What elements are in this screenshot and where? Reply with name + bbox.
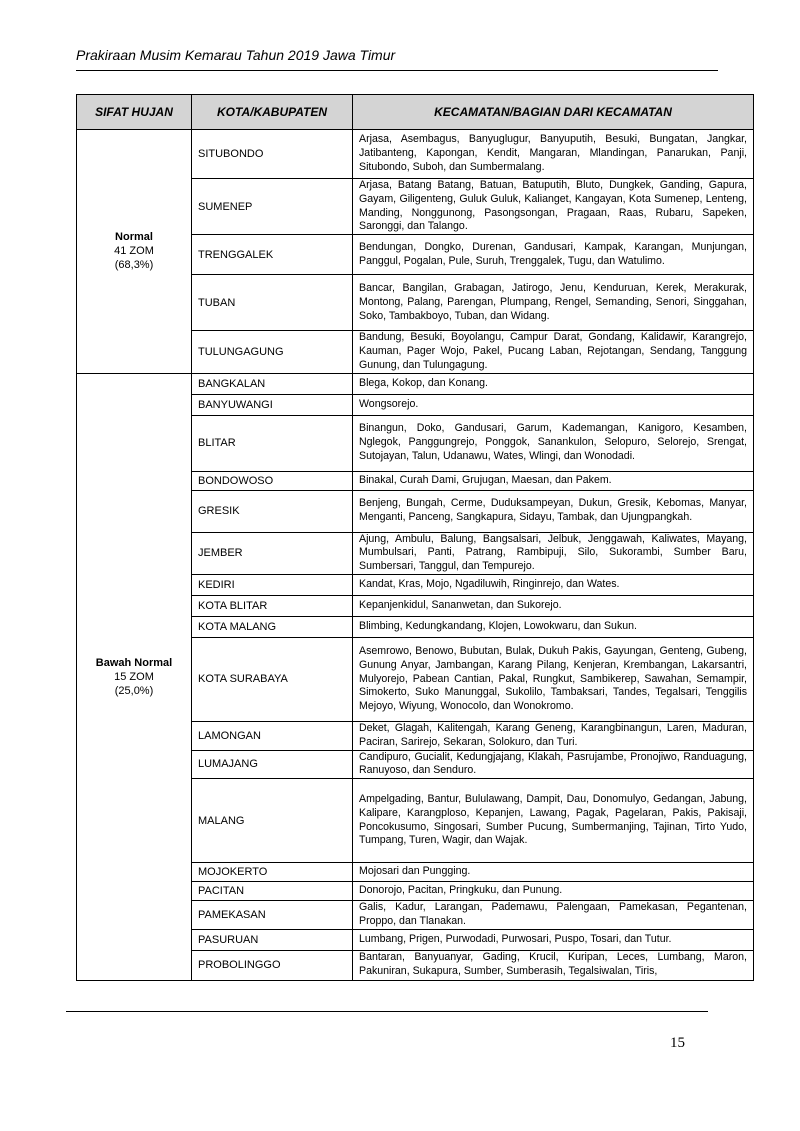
kecamatan-cell: Mojosari dan Pungging.: [353, 863, 754, 882]
kecamatan-cell: Binakal, Curah Dami, Grujugan, Maesan, dan Pakem.: [353, 471, 754, 490]
kota-cell: KEDIRI: [192, 574, 353, 595]
kota-cell: JEMBER: [192, 532, 353, 574]
kecamatan-cell: Donorojo, Pacitan, Pringkuku, dan Punung.: [353, 882, 754, 901]
kota-cell: PAMEKASAN: [192, 901, 353, 930]
kecamatan-cell: Arjasa, Batang Batang, Batuan, Batuputih, Bluto, Dungkek, Ganding, Gapura, Gayam, Giligenteng, Guluk Guluk, Kalianget, Kangayan, Kota Sumenep, Lenteng, Manding, Nonggunong, Pasongsongan, Pragaan, Raas, Rubaru, Sapeken, Saronggi, dan Talango.: [353, 179, 754, 235]
kota-cell: MALANG: [192, 779, 353, 863]
kota-cell: BANGKALAN: [192, 373, 353, 394]
rain-category-name: Bawah Normal: [95, 656, 173, 669]
rain-category-cell: [77, 130, 192, 374]
kecamatan-cell: Ampelgading, Bantur, Bululawang, Dampit, Dau, Donomulyo, Gedangan, Jabung, Kalipare, Karangploso, Kepanjen, Lawang, Pagak, Pagelaran, Pakis, Pakisaji, Poncokusumo, Singosari, Sumber Pucung, Sumbermanjing, Tajinan, Tirto Yudo, Tumpang, Turen, Wagir, dan Wajak.: [353, 779, 754, 863]
kecamatan-cell: Deket, Glagah, Kalitengah, Karang Geneng, Karangbinangun, Laren, Maduran, Paciran, Sarirejo, Sekaran, Solokuro, dan Turi.: [353, 721, 754, 750]
kota-cell: BANYUWANGI: [192, 394, 353, 415]
kota-cell: MOJOKERTO: [192, 863, 353, 882]
kota-cell: SITUBONDO: [192, 130, 353, 179]
kota-cell: KOTA SURABAYA: [192, 637, 353, 721]
kecamatan-cell: Bancar, Bangilan, Grabagan, Jatirogo, Jenu, Kenduruan, Kerek, Merakurak, Montong, Palang, Parengan, Plumpang, Rengel, Semanding, Senori, Singgahan, Soko, Tambakboyo, Tuban, dan Widang.: [353, 275, 754, 331]
kecamatan-cell: Bandung, Besuki, Boyolangu, Campur Darat, Gondang, Kalidawir, Karangrejo, Kauman, Pager Wojo, Pakel, Pucang Laban, Rejotangan, Sendang, Tanggung Gunung, dan Tulungagung.: [353, 331, 754, 373]
kecamatan-cell: Bendungan, Dongko, Durenan, Gandusari, Kampak, Karangan, Munjungan, Panggul, Pogalan, Pule, Suruh, Trenggalek, Tugu, dan Watulimo.: [353, 235, 754, 275]
column-header-kecamatan: KECAMATAN/BAGIAN DARI KECAMATAN: [353, 95, 754, 130]
kota-cell: GRESIK: [192, 490, 353, 532]
kecamatan-cell: Asemrowo, Benowo, Bubutan, Bulak, Dukuh Pakis, Gayungan, Genteng, Gubeng, Gunung Anyar, Jambangan, Karang Pilang, Kenjeran, Krembangan, Lakarsantri, Mulyorejo, Pabean Cantian, Pakal, Rungkut, Sambikerep, Sawahan, Semampir, Simokerto, Suko Manunggal, Sukolilo, Tambaksari, Tandes, Tegalsari, Tenggilis Mejoyo, Wiyung, Wonocolo, dan Wonokromo.: [353, 637, 754, 721]
kota-cell: PASURUAN: [192, 929, 353, 950]
kota-cell: TUBAN: [192, 275, 353, 331]
kecamatan-cell: Benjeng, Bungah, Cerme, Duduksampeyan, Dukun, Gresik, Kebomas, Manyar, Menganti, Panceng, Sangkapura, Sidayu, Tambak, dan Ujungpangkah.: [353, 490, 754, 532]
forecast-table: [76, 94, 754, 981]
table-header-row: [77, 95, 754, 130]
kecamatan-cell: Binangun, Doko, Gandusari, Garum, Kademangan, Kanigoro, Kesamben, Nglegok, Panggungrejo, Ponggok, Sanankulon, Selopuro, Selorejo, Srengat, Sutojayan, Talun, Udanawu, Wates, Wlingi, dan Wonodadi.: [353, 415, 754, 471]
kecamatan-cell: Wongsorejo.: [353, 394, 754, 415]
kota-cell: PROBOLINGGO: [192, 950, 353, 980]
kecamatan-cell: Bantaran, Banyuanyar, Gading, Krucil, Kuripan, Leces, Lumbang, Maron, Pakuniran, Sukapura, Sumber, Sumberasih, Tegalsiwalan, Tiris,: [353, 950, 754, 980]
kecamatan-cell: Candipuro, Gucialit, Kedungjajang, Klakah, Pasrujambe, Pronojiwo, Randuagung, Ranuyoso, dan Senduro.: [353, 750, 754, 779]
kecamatan-cell: Galis, Kadur, Larangan, Pademawu, Palengaan, Pamekasan, Pegantenan, Proppo, dan Tlanakan.: [353, 901, 754, 930]
column-header-kota: KOTA/KABUPATEN: [192, 95, 353, 130]
rain-category-zom: 41 ZOM: [114, 245, 154, 258]
footer-rule: [66, 1011, 708, 1012]
kecamatan-cell: Lumbang, Prigen, Purwodadi, Purwosari, Puspo, Tosari, dan Tutur.: [353, 929, 754, 950]
kota-cell: KOTA BLITAR: [192, 595, 353, 616]
table-body: [77, 130, 754, 981]
kota-cell: TRENGGALEK: [192, 235, 353, 275]
kota-cell: BONDOWOSO: [192, 471, 353, 490]
kecamatan-cell: Arjasa, Asembagus, Banyuglugur, Banyuputih, Besuki, Bungatan, Jangkar, Jatibanteng, Kapongan, Kendit, Mangaran, Mlandingan, Panarukan, Panji, Situbondo, Suboh, dan Sumbermalang.: [353, 130, 754, 179]
kota-cell: TULUNGAGUNG: [192, 331, 353, 373]
kota-cell: KOTA MALANG: [192, 616, 353, 637]
kota-cell: PACITAN: [192, 882, 353, 901]
header-rule: [76, 70, 718, 71]
kota-cell: SUMENEP: [192, 179, 353, 235]
column-header-sifat: SIFAT HUJAN: [77, 95, 192, 130]
kota-cell: LAMONGAN: [192, 721, 353, 750]
kecamatan-cell: Kandat, Kras, Mojo, Ngadiluwih, Ringinrejo, dan Wates.: [353, 574, 754, 595]
kecamatan-cell: Blega, Kokop, dan Konang.: [353, 373, 754, 394]
table-row: [77, 373, 754, 394]
table-row: [77, 130, 754, 179]
page-number: 15: [670, 1035, 685, 1051]
rain-category-zom: 15 ZOM: [114, 670, 154, 683]
kecamatan-cell: Blimbing, Kedungkandang, Klojen, Lowokwaru, dan Sukun.: [353, 616, 754, 637]
kecamatan-cell: Ajung, Ambulu, Balung, Bangsalsari, Jelbuk, Jenggawah, Kaliwates, Mayang, Mumbulsari, Panti, Patrang, Rambipuji, Silo, Sukorambi, Sumber Baru, Sumbersari, Tanggul, dan Tempurejo.: [353, 532, 754, 574]
rain-category-cell: [77, 373, 192, 980]
running-header: Prakiraan Musim Kemarau Tahun 2019 Jawa Timur: [76, 47, 396, 63]
kecamatan-cell: Kepanjenkidul, Sananwetan, dan Sukorejo.: [353, 595, 754, 616]
rain-category-name: Normal: [115, 231, 153, 244]
kota-cell: LUMAJANG: [192, 750, 353, 779]
rain-category-percent: (25,0%): [114, 684, 154, 697]
rain-category-percent: (68,3%): [114, 259, 154, 272]
kota-cell: BLITAR: [192, 415, 353, 471]
